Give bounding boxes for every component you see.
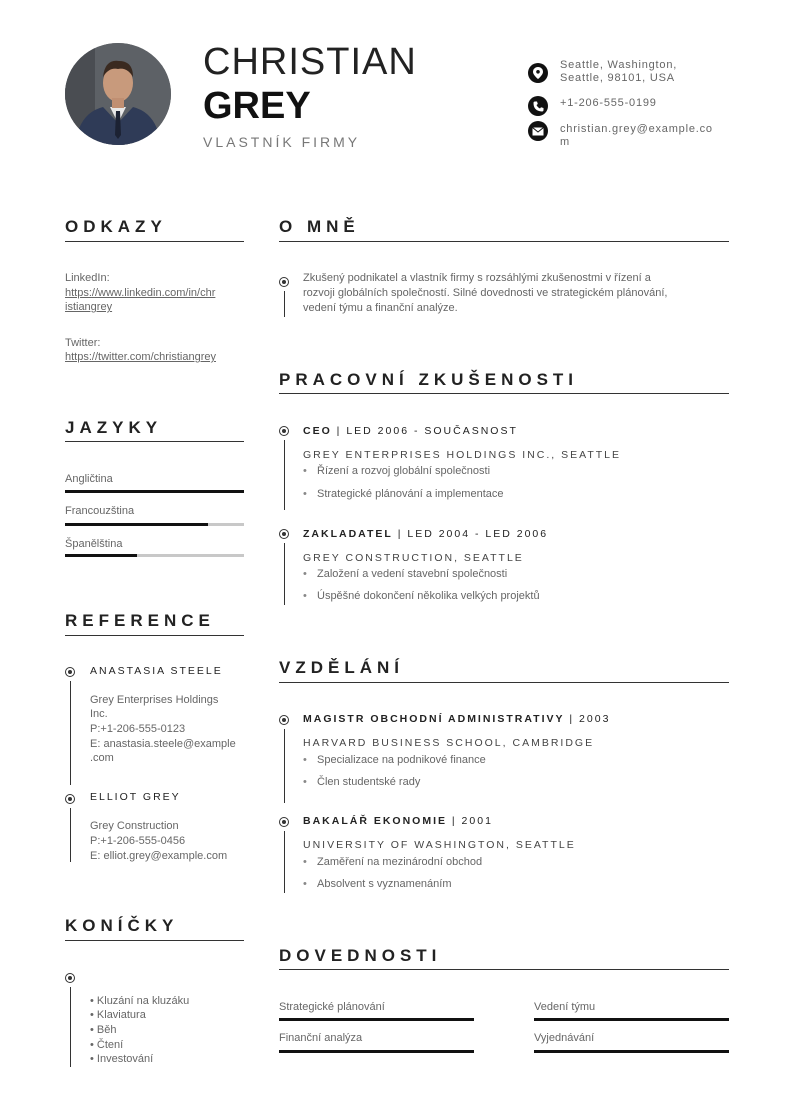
education-school: HARVARD BUSINESS SCHOOL, CAMBRIDGE [303, 737, 595, 749]
address-line-1: Seattle, Washington, [560, 59, 678, 71]
about-heading: O MNĚ [279, 217, 360, 236]
timeline-line [70, 681, 71, 785]
languages-heading: JAZYKY [65, 418, 163, 437]
education-degree: MAGISTR OBCHODNÍ ADMINISTRATIVY [303, 713, 565, 725]
hobby-item: • Běh [90, 1024, 117, 1036]
job-dates: | LED 2004 - LED 2006 [392, 528, 549, 540]
email-line-2: m [560, 136, 570, 148]
reference-company: Grey Enterprises Holdings [90, 694, 219, 706]
education-bullet: • Člen studentské rady [317, 776, 420, 788]
timeline-line [284, 440, 285, 510]
about-text-line: Zkušený podnikatel a vlastník firmy s rozsáhlými zkušenostmi v řízení a [303, 272, 651, 284]
skills-heading: DOVEDNOSTI [279, 946, 442, 965]
job-heading [303, 425, 518, 437]
languages-divider [65, 441, 244, 442]
references-divider [65, 635, 244, 636]
language-level-track [65, 554, 244, 557]
language-level-bar [65, 554, 137, 557]
hobby-item: • Kluzání na kluzáku [90, 995, 190, 1007]
language-name: Francouzština [65, 505, 135, 517]
education-heading: VZDĚLÁNÍ [279, 658, 404, 677]
job-bullet: • Strategické plánování a implementace [317, 488, 504, 500]
timeline-dot [65, 794, 75, 804]
timeline-dot [65, 973, 75, 983]
job-title: VLASTNÍK FIRMY [203, 134, 361, 150]
about-divider [279, 241, 729, 242]
reference-email: E: elliot.grey@example.com [90, 850, 228, 862]
skill-name: Strategické plánování [279, 1001, 385, 1013]
education-heading-line [303, 815, 493, 827]
reference-name: ELLIOT GREY [90, 791, 181, 803]
job-bullet: • Založení a vedení stavební společnosti [317, 568, 507, 580]
skill-bar [534, 1050, 729, 1053]
about-text-line: rozvoji globálních společností. Silné dovednosti ve strategickém plánování, [303, 287, 668, 299]
linkedin-label: LinkedIn: [65, 272, 110, 284]
job-bullet: • Úspěšné dokončení několika velkých projektů [317, 590, 540, 602]
linkedin-link-line-1[interactable]: https://www.linkedin.com/in/chr [65, 287, 216, 299]
twitter-link[interactable]: https://twitter.com/christiangrey [65, 351, 216, 363]
references-heading: REFERENCE [65, 611, 215, 630]
education-year: | 2003 [564, 713, 611, 725]
reference-company-cont: Inc. [90, 708, 108, 720]
timeline-dot [279, 817, 289, 827]
hobby-item: • Investování [90, 1053, 154, 1065]
timeline-line [70, 987, 71, 1067]
skill-bar [279, 1050, 474, 1053]
education-divider [279, 682, 729, 683]
reference-email: E: anastasia.steele@example [90, 738, 236, 750]
language-name: Angličtina [65, 473, 113, 485]
education-bullet: • Specializace na podnikové finance [317, 754, 486, 766]
job-role: ZAKLADATEL [303, 528, 393, 540]
last-name: GREY [203, 85, 311, 127]
language-name: Španělština [65, 538, 123, 550]
linkedin-link-line-2[interactable]: istiangrey [65, 301, 113, 313]
education-bullet: • Absolvent s vyznamenáním [317, 878, 452, 890]
profile-photo [65, 43, 171, 145]
phone-number: +1-206-555-0199 [560, 97, 657, 109]
skill-name: Vyjednávání [534, 1032, 595, 1044]
timeline-dot [279, 715, 289, 725]
education-year: | 2001 [447, 815, 493, 827]
links-divider [65, 241, 244, 242]
reference-phone: P:+1-206-555-0123 [90, 723, 186, 735]
skill-name: Vedení týmu [534, 1001, 596, 1013]
experience-heading: PRACOVNÍ ZKUŠENOSTI [279, 370, 579, 389]
education-degree: BAKALÁŘ EKONOMIE [303, 815, 447, 827]
reference-email-cont: .com [90, 752, 114, 764]
timeline-dot [65, 667, 75, 677]
links-heading: ODKAZY [65, 217, 167, 236]
education-heading-line [303, 713, 610, 725]
phone-icon [528, 96, 548, 116]
job-role: CEO [303, 425, 332, 437]
hobby-item: • Klaviatura [90, 1009, 146, 1021]
reference-name: ANASTASIA STEELE [90, 665, 223, 677]
reference-phone: P:+1-206-555-0456 [90, 835, 186, 847]
language-level-bar [65, 490, 244, 493]
reference-company: Grey Construction [90, 820, 179, 832]
timeline-dot [279, 529, 289, 539]
address-line-2: Seattle, 98101, USA [560, 72, 675, 84]
job-dates: | LED 2006 - SOUČASNOST [331, 425, 518, 437]
timeline-dot [279, 277, 289, 287]
timeline-dot [279, 426, 289, 436]
hobby-item: • Čtení [90, 1039, 124, 1051]
experience-divider [279, 393, 729, 394]
twitter-label: Twitter: [65, 337, 101, 349]
skill-name: Finanční analýza [279, 1032, 363, 1044]
language-level-bar [65, 523, 208, 526]
first-name: CHRISTIAN [203, 41, 417, 83]
hobbies-divider [65, 940, 244, 941]
timeline-line [284, 291, 285, 317]
about-text-line: vedení týmu a finanční analýze. [303, 302, 458, 314]
skill-bar [534, 1018, 729, 1021]
location-pin-icon [528, 63, 548, 83]
email-line-1: christian.grey@example.co [560, 123, 713, 135]
job-bullet: • Řízení a rozvoj globální společnosti [317, 465, 490, 477]
education-bullet: • Zaměření na mezinárodní obchod [317, 856, 482, 868]
skills-divider [279, 969, 729, 970]
timeline-line [284, 729, 285, 803]
education-school: UNIVERSITY OF WASHINGTON, SEATTLE [303, 839, 576, 851]
timeline-line [70, 808, 71, 862]
email-icon [528, 121, 548, 141]
timeline-line [284, 831, 285, 893]
job-heading [303, 528, 548, 540]
skill-bar [279, 1018, 474, 1021]
hobbies-heading: KONÍČKY [65, 916, 179, 935]
job-company: GREY ENTERPRISES HOLDINGS INC., SEATTLE [303, 449, 621, 461]
language-level-track [65, 523, 244, 526]
language-level-track [65, 490, 244, 493]
timeline-line [284, 543, 285, 605]
job-company: GREY CONSTRUCTION, SEATTLE [303, 552, 524, 564]
